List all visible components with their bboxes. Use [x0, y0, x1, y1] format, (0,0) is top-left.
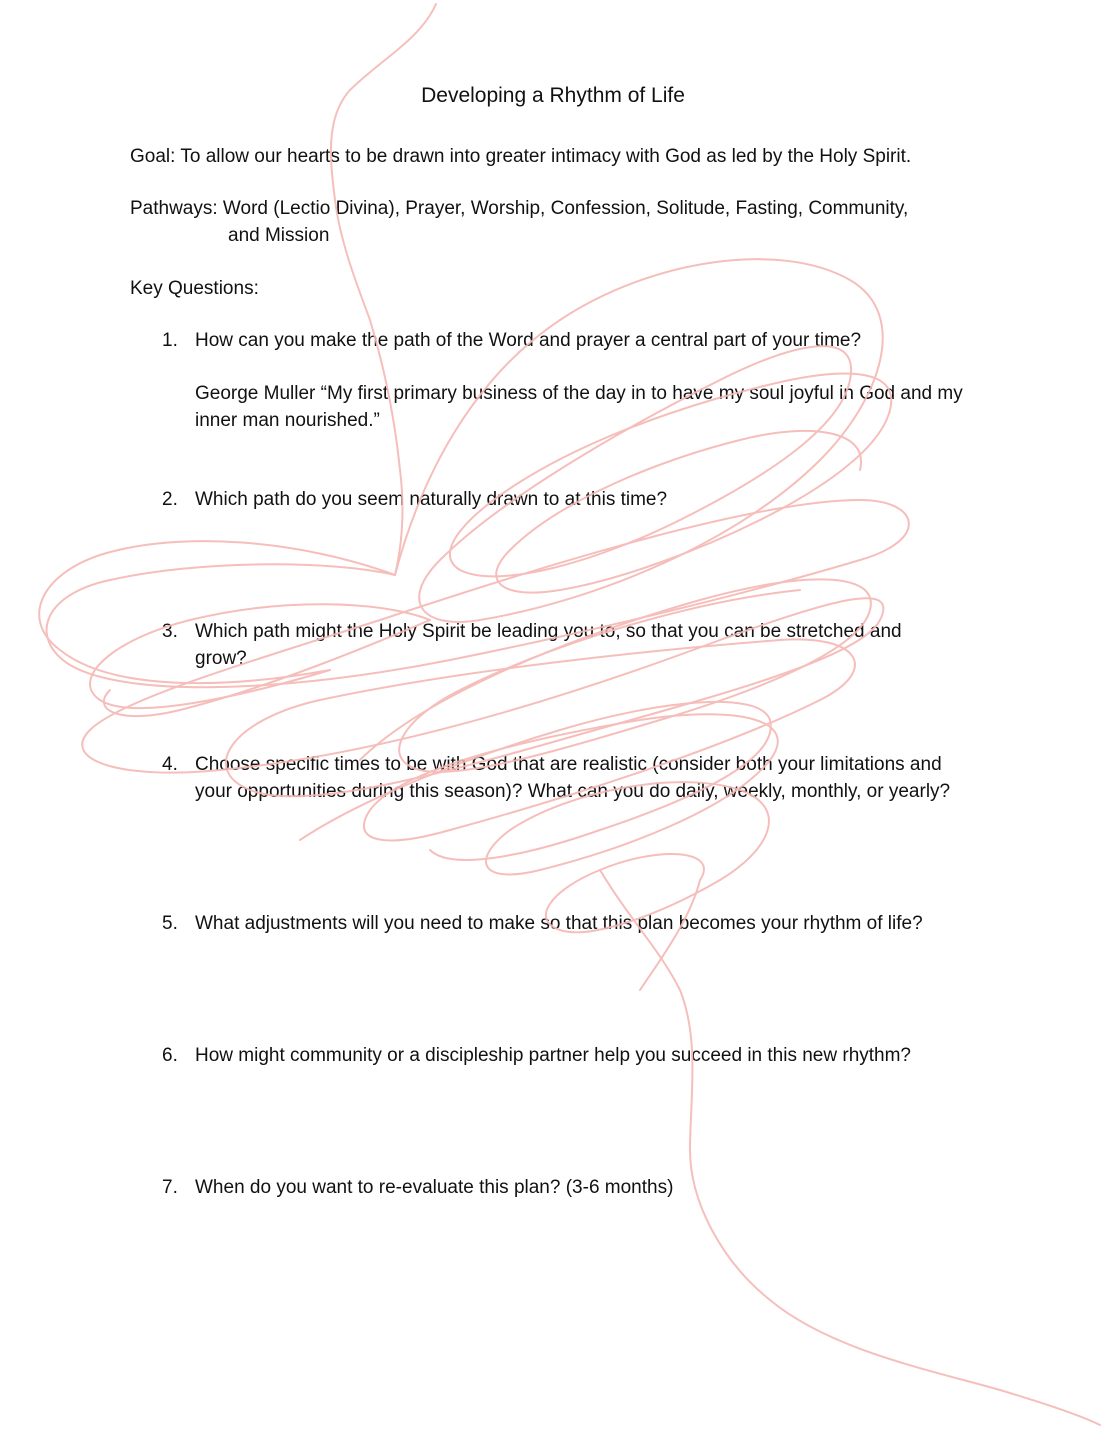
question-number: 3. — [162, 621, 178, 642]
question-number: 7. — [162, 1177, 178, 1198]
goal-statement: Goal: To allow our hearts to be drawn into greater intimacy with God as led by the Holy Spirit. — [130, 146, 912, 167]
scribble-stroke — [360, 579, 871, 772]
question-text: Choose specific times to be with God that are realistic (consider both your limitations and your opportunities during this season)? What can you do daily, weekly, monthly, or yearly? — [195, 754, 951, 802]
document-title: Developing a Rhythm of Life — [421, 84, 685, 107]
key-questions-label: Key Questions: — [130, 278, 259, 299]
question-number: 5. — [162, 913, 178, 934]
question-number: 1. — [162, 330, 178, 351]
question-number: 6. — [162, 1045, 178, 1066]
question-text: Which path do you seem naturally drawn to at this time? — [195, 489, 668, 510]
scribble-stroke — [395, 259, 883, 622]
question-text: How can you make the path of the Word and prayer a central part of your time? — [195, 330, 862, 351]
scribble-stroke — [600, 870, 1100, 1425]
george-muller-quote: George Muller “My first primary business of the day in to have my soul joyful in God and my inner man nourished.” — [195, 383, 963, 431]
scribble-stroke — [399, 590, 800, 770]
question-text: What adjustments will you need to make so that this plan becomes your rhythm of life? — [195, 913, 923, 934]
question-number: 4. — [162, 754, 178, 775]
question-number: 2. — [162, 489, 178, 510]
pathways-line-2: and Mission — [228, 225, 330, 246]
pathways-line-1: Pathways: Word (Lectio Divina), Prayer, Worship, Confession, Solitude, Fasting, Community, — [130, 198, 909, 219]
question-text: Which path might the Holy Spirit be leading you to, so that you can be stretched and grow? — [195, 621, 902, 669]
question-text: How might community or a discipleship partner help you succeed in this new rhythm? — [195, 1045, 911, 1066]
question-text: When do you want to re-evaluate this plan? (3-6 months) — [195, 1177, 674, 1198]
